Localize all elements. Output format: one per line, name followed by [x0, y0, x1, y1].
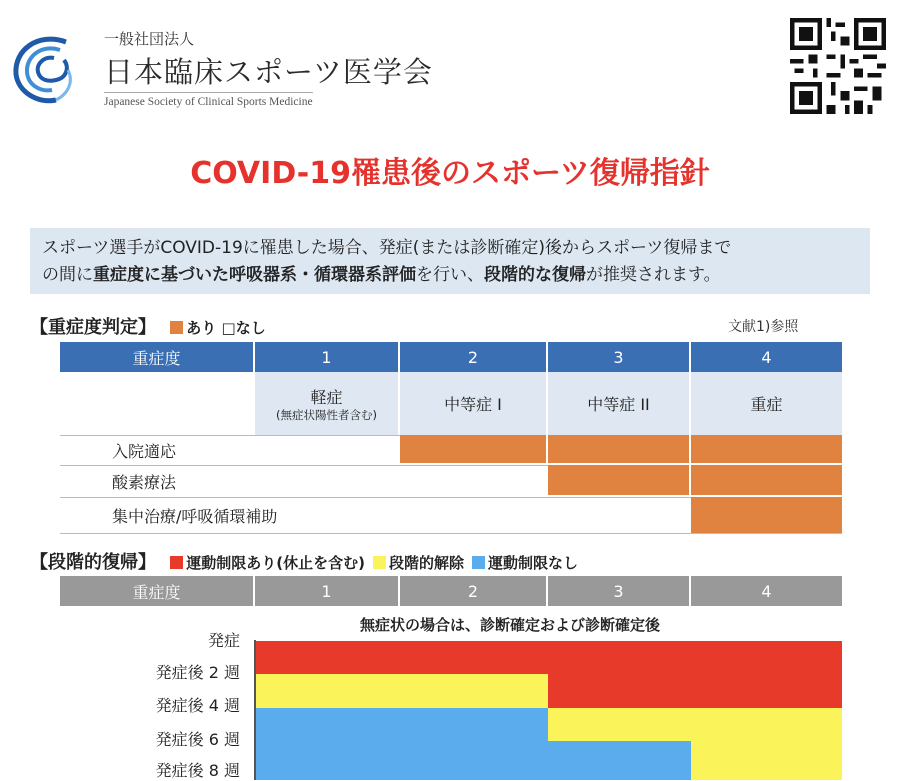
legend-red-swatch	[170, 556, 183, 569]
intro-line-1: スポーツ選手がCOVID-19に罹患した場合、発症(または診断確定)後からスポーツ復帰まで	[42, 238, 732, 258]
severity-level-4: 4	[691, 342, 842, 372]
return-header-label: 重症度	[60, 576, 255, 606]
return-section-heading: 【段階的復帰】 運動制限あり(休止を含む) 段階的解除 運動制限なし	[30, 552, 579, 573]
return-level-3: 3	[548, 576, 691, 606]
level-name-1: 軽症 (無症状陽性者含む)	[255, 372, 400, 435]
severity-level-2: 2	[400, 342, 548, 372]
mark-oxygen-3	[548, 465, 691, 497]
qr-code-icon[interactable]	[790, 18, 886, 114]
timeline-axis	[254, 640, 256, 780]
row-label-icu: 集中治療/呼吸循環補助	[112, 506, 278, 526]
severity-header-label: 重症度	[60, 342, 255, 372]
phase-red-levels-3-4	[548, 641, 842, 708]
legend-yellow-swatch	[373, 556, 386, 569]
level-name-2: 中等症 I	[400, 372, 548, 435]
return-level-1: 1	[255, 576, 400, 606]
intro-line-2: の間に重症度に基づいた呼吸器系・循環器系評価を行い、段階的な復帰が推奨されます。	[42, 265, 721, 285]
level-name-3: 中等症 II	[548, 372, 691, 435]
legend-yes-swatch	[170, 321, 183, 334]
return-level-4: 4	[691, 576, 842, 606]
row-label-oxygen: 酸素療法	[112, 472, 177, 492]
intro-box	[30, 228, 870, 294]
org-name: 日本臨床スポーツ医学会	[104, 55, 433, 89]
return-legend: 運動制限あり(休止を含む) 段階的解除 運動制限なし	[162, 554, 578, 572]
mark-oxygen-4	[691, 465, 842, 497]
page-title: COVID-19罹患後のスポーツ復帰指針	[190, 156, 710, 191]
week-label-onset: 発症	[207, 631, 240, 650]
reference-note: 文献1)参照	[728, 319, 799, 335]
phase-yellow-levels-1-2	[255, 674, 548, 708]
mark-icu-4	[691, 497, 842, 533]
mark-admission-4	[691, 435, 842, 465]
week-label-4: 発症後 4 週	[155, 696, 240, 715]
phase-blue-level-3	[548, 741, 691, 780]
return-level-2: 2	[400, 576, 548, 606]
week-label-6: 発症後 6 週	[155, 730, 240, 749]
severity-legend: あり □なし	[162, 319, 265, 337]
asymptomatic-note: 無症状の場合は、診断確定および診断確定後	[360, 616, 661, 634]
society-logo-icon	[8, 30, 88, 110]
severity-level-3: 3	[548, 342, 691, 372]
level-name-4: 重症	[691, 372, 842, 435]
legend-blue-swatch	[472, 556, 485, 569]
phase-red-levels-1-2	[255, 641, 548, 674]
phase-yellow-levels-3-4	[548, 708, 842, 741]
row-label-admission: 入院適応	[112, 441, 177, 461]
org-type: 一般社団法人	[104, 30, 195, 48]
phase-blue-levels-1-2	[255, 708, 548, 780]
severity-section-heading: 【重症度判定】 あり □なし	[30, 317, 266, 338]
mark-admission-2	[400, 435, 548, 465]
week-label-8: 発症後 8 週	[155, 761, 240, 780]
week-label-2: 発症後 2 週	[155, 663, 240, 682]
phase-yellow-level-4	[691, 741, 842, 780]
mark-admission-3	[548, 435, 691, 465]
severity-level-1: 1	[255, 342, 400, 372]
org-name-english: Japanese Society of Clinical Sports Medicine	[104, 92, 313, 108]
